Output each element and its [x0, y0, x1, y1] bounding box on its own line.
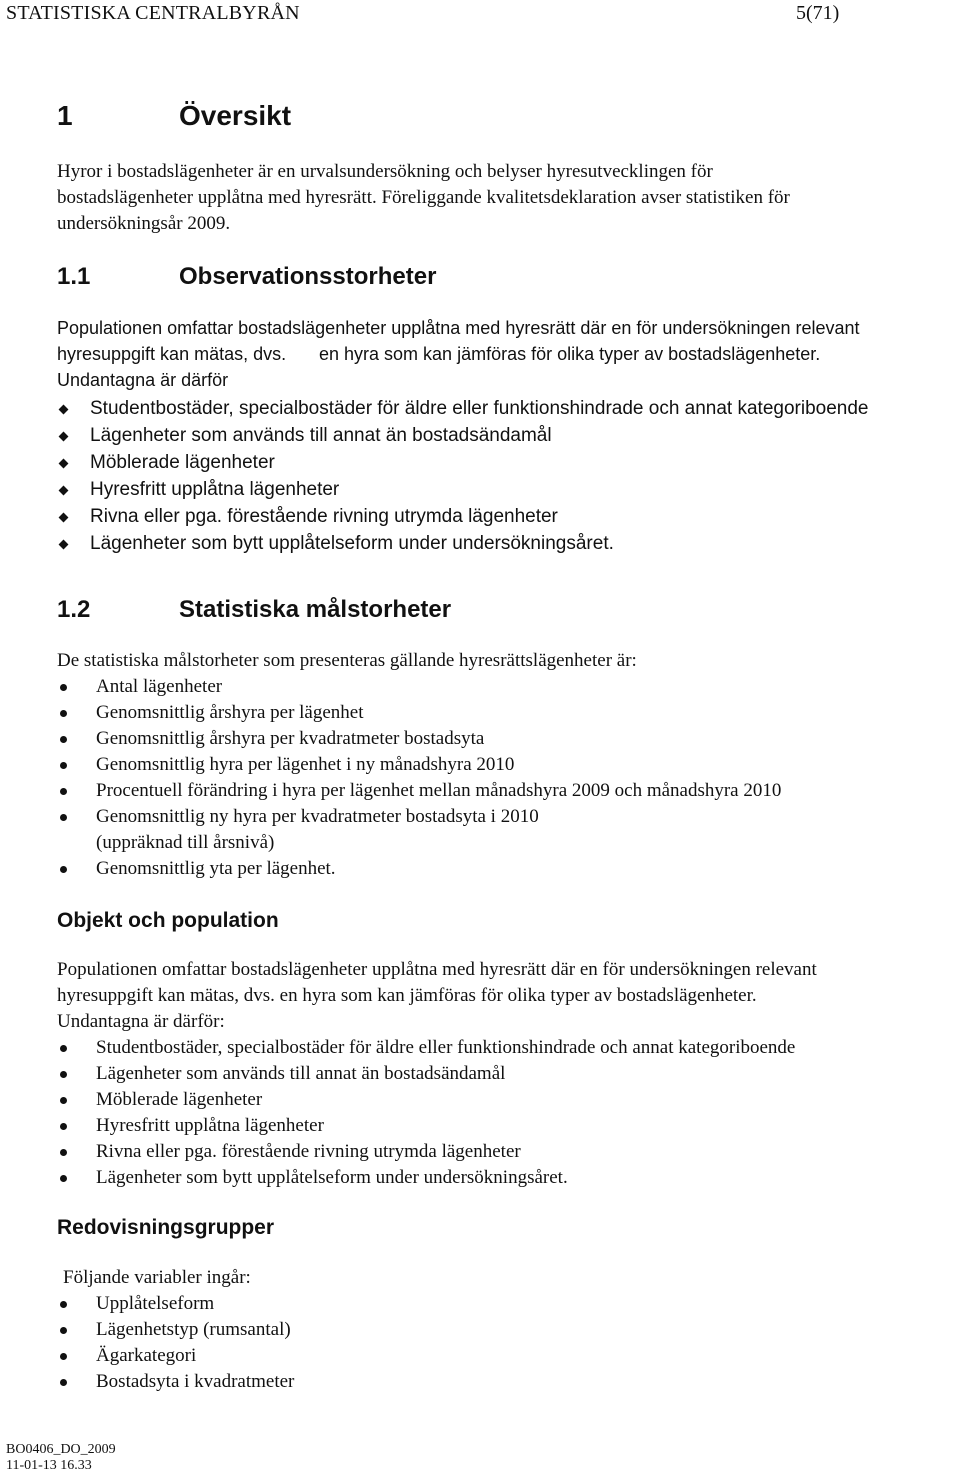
- bullet-marker: [59, 432, 69, 442]
- list-item: Hyresfritt upplåtna lägenheter: [90, 479, 340, 500]
- bullet-marker: [60, 1097, 67, 1104]
- section-1-1-number: 1.1: [57, 263, 91, 290]
- list-item: Lägenheter som bytt upplåtelseform under undersökningsåret.: [96, 1167, 568, 1188]
- list-item: Genomsnittlig hyra per lägenhet i ny månadshyra 2010: [96, 754, 515, 775]
- list-item: Lägenheter som används till annat än bostadsändamål: [96, 1063, 506, 1084]
- bullet-marker: [60, 1353, 67, 1360]
- header-page-number: 5(71): [796, 2, 840, 24]
- objekt-line-1: Populationen omfattar bostadslägenheter upplåtna med hyresrätt där en för undersökningen relevant: [57, 959, 817, 980]
- list-item: Procentuell förändring i hyra per lägenhet mellan månadshyra 2009 och månadshyra 2010: [96, 780, 782, 801]
- section-1-1-undantagna: Undantagna är därför: [57, 370, 229, 390]
- list-item: Möblerade lägenheter: [90, 452, 275, 473]
- redovisning-heading: Redovisningsgrupper: [57, 1216, 275, 1239]
- section-1-line-2: bostadslägenheter upplåtna med hyresrätt. Föreliggande kvalitetsdeklaration avser statistiken för: [57, 187, 790, 208]
- bullet-marker: [60, 866, 67, 873]
- bullet-marker: [59, 540, 69, 550]
- objekt-heading: Objekt och population: [57, 909, 279, 932]
- list-item: Genomsnittlig ny hyra per kvadratmeter bostadsyta i 2010: [96, 806, 539, 827]
- bullet-marker: [59, 513, 69, 523]
- section-1-1-line-2b: en hyra som kan jämföras för olika typer av bostadslägenheter.: [319, 344, 821, 364]
- bullet-marker: [60, 1379, 67, 1386]
- list-item-continuation: (uppräknad till årsnivå): [96, 832, 275, 853]
- section-1-1-title: Observationsstorheter: [179, 263, 437, 290]
- objekt-line-2: hyresuppgift kan mätas, dvs. en hyra som kan jämföras för olika typer av bostadslägenheter.: [57, 985, 757, 1006]
- bullet-marker: [60, 684, 67, 691]
- list-item: Genomsnittlig yta per lägenhet.: [96, 858, 336, 879]
- list-item: Genomsnittlig årshyra per kvadratmeter bostadsyta: [96, 728, 485, 749]
- bullet-marker: [60, 1301, 67, 1308]
- section-1-line-1: Hyror i bostadslägenheter är en urvalsundersökning och belyser hyresutvecklingen för: [57, 161, 713, 182]
- bullet-marker: [60, 1071, 67, 1078]
- list-item: Rivna eller pga. förestående rivning utrymda lägenheter: [90, 506, 558, 527]
- bullet-marker: [60, 1149, 67, 1156]
- list-item: Lägenheter som bytt upplåtelseform under undersökningsåret.: [90, 533, 614, 554]
- section-1-1-line-1: Populationen omfattar bostadslägenheter upplåtna med hyresrätt där en för undersökningen relevant: [57, 318, 860, 338]
- bullet-marker: [60, 814, 67, 821]
- bullet-marker: [59, 459, 69, 469]
- list-item: Ägarkategori: [96, 1345, 197, 1366]
- list-item: Studentbostäder, specialbostäder för äldre eller funktionshindrade och annat kategoriboende: [96, 1037, 796, 1058]
- section-1-1-line-2a: hyresuppgift kan mätas, dvs.: [57, 344, 287, 364]
- header-org: STATISTISKA CENTRALBYRÅN: [6, 2, 300, 24]
- bullet-marker: [60, 710, 67, 717]
- list-item: Möblerade lägenheter: [96, 1089, 263, 1110]
- section-1-line-3: undersökningsår 2009.: [57, 213, 231, 234]
- redovisning-intro: Följande variabler ingår:: [63, 1267, 251, 1288]
- bullet-marker: [60, 736, 67, 743]
- bullet-marker: [60, 1123, 67, 1130]
- section-1-2-title: Statistiska målstorheter: [179, 596, 452, 623]
- footer-doc-id: BO0406_DO_2009: [6, 1442, 116, 1457]
- list-item: Bostadsyta i kvadratmeter: [96, 1371, 295, 1392]
- list-item: Lägenheter som används till annat än bostadsändamål: [90, 425, 552, 446]
- list-item: Genomsnittlig årshyra per lägenhet: [96, 702, 364, 723]
- section-1-title: Översikt: [179, 100, 292, 131]
- bullet-marker: [60, 1045, 67, 1052]
- list-item: Rivna eller pga. förestående rivning utrymda lägenheter: [96, 1141, 521, 1162]
- list-item: Antal lägenheter: [96, 676, 223, 697]
- list-item: Upplåtelseform: [96, 1293, 215, 1314]
- list-item: Hyresfritt upplåtna lägenheter: [96, 1115, 324, 1136]
- list-item: Lägenhetstyp (rumsantal): [96, 1319, 291, 1340]
- objekt-line-3: Undantagna är därför:: [57, 1011, 225, 1032]
- bullet-marker: [60, 1327, 67, 1334]
- list-item: Studentbostäder, specialbostäder för äldre eller funktionshindrade och annat kategoriboende: [90, 398, 869, 419]
- bullet-marker: [60, 1175, 67, 1182]
- bullet-marker: [59, 486, 69, 496]
- bullet-marker: [60, 788, 67, 795]
- section-1-2-intro: De statistiska målstorheter som presenteras gällande hyresrättslägenheter är:: [57, 650, 637, 671]
- section-1-2-number: 1.2: [57, 596, 91, 623]
- section-1-number: 1: [57, 100, 73, 131]
- bullet-marker: [59, 405, 69, 415]
- footer-timestamp: 11-01-13 16.33: [6, 1458, 92, 1473]
- bullet-marker: [60, 762, 67, 769]
